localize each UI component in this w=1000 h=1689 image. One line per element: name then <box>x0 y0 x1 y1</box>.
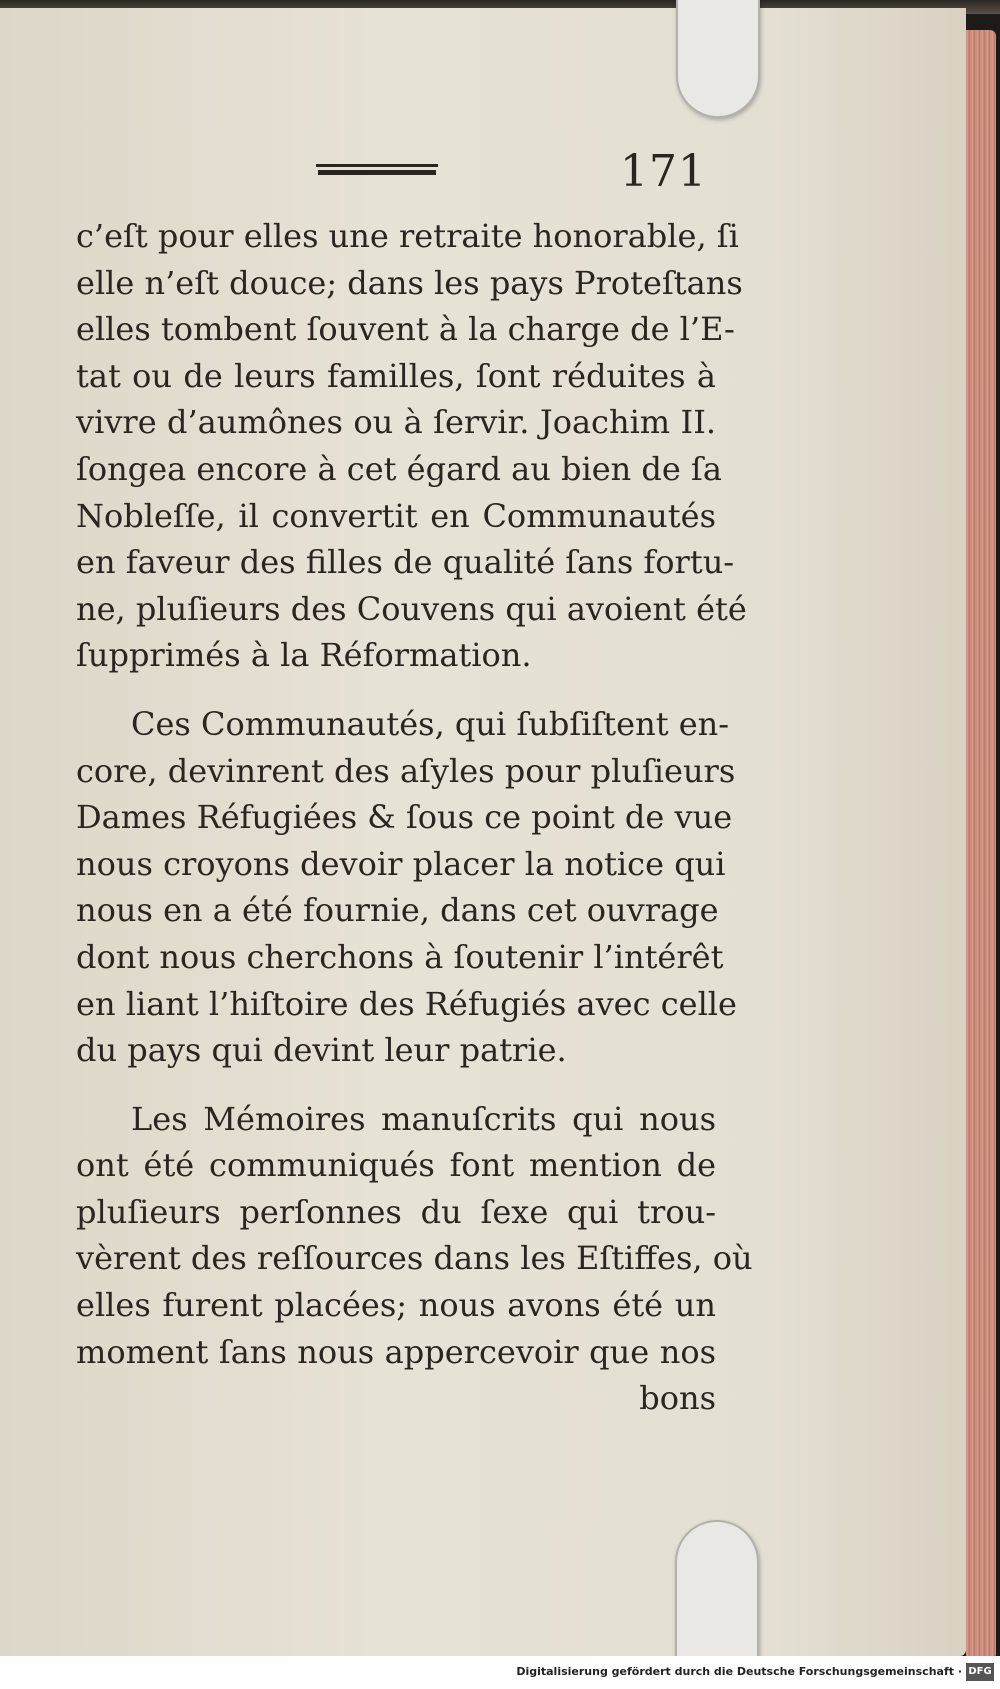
text-line: moment ſans nous appercevoir que nos <box>76 1332 716 1371</box>
text-line: dont nous cherchons à ſoutenir l’intérêt <box>76 937 724 976</box>
digitization-footer <box>0 1656 1000 1689</box>
text-line: vèrent des reſſources dans les Eſtiffes, où <box>76 1239 753 1278</box>
page-stack-edge <box>966 30 996 1660</box>
book-clip-top <box>676 0 760 118</box>
text-line: en faveur des filles de qualité ſans fortu- <box>76 543 735 582</box>
text-line: nous en a été fournie, dans cet ouvrage <box>76 891 719 930</box>
footer-credit: Digitalisierung gefördert durch die Deutsche Forschungsgemeinschaft · <box>516 1665 962 1678</box>
text-line: pluſieurs perſonnes du ſexe qui trou- <box>76 1192 716 1231</box>
text-line: vivre d’aumônes ou à ſervir. Joachim II. <box>76 403 716 442</box>
text-line: elle n’eſt douce; dans les pays Proteſtans <box>76 263 743 302</box>
text-line: du pays qui devint leur patrie. <box>76 1031 567 1070</box>
dfg-logo-icon: DFG <box>966 1663 994 1681</box>
text-line: ſongea encore à cet égard au bien de ſa <box>76 449 722 488</box>
text-line: elles tombent ſouvent à la charge de l’E- <box>76 310 735 349</box>
paragraph-1 <box>76 213 747 679</box>
text-line: en liant l’hiſtoire des Réfugiés avec celle <box>76 984 737 1023</box>
text-block <box>76 213 753 1422</box>
text-line: Dames Réfugiées & ſous ce point de vue <box>76 798 733 837</box>
paragraph-2 <box>76 701 737 1074</box>
text-line: elles furent placées; nous avons été un <box>76 1286 716 1325</box>
text-line: tat ou de leurs familles, ſont réduites à <box>76 356 716 395</box>
book-clip-bottom <box>675 1520 759 1674</box>
header-rule <box>316 164 438 176</box>
book-page <box>0 8 966 1656</box>
text-line: Ces Communautés, qui ſubſiſtent en- <box>131 704 730 743</box>
page-number: 171 <box>620 146 707 197</box>
text-line: ne, pluſieurs des Couvens qui avoient été <box>76 589 747 628</box>
paragraph-3 <box>76 1096 753 1422</box>
text-line: ont été communiqués font mention de <box>76 1146 716 1185</box>
text-line: c’eſt pour elles une retraite honorable, ſi <box>76 217 739 255</box>
text-line: Nobleſſe, il convertit en Communautés <box>76 496 716 535</box>
catchword: bons <box>639 1379 716 1418</box>
text-line: core, devinrent des aſyles pour pluſieurs <box>76 751 736 790</box>
text-line: ſupprimés à la Réformation. <box>76 636 532 675</box>
text-line: nous croyons devoir placer la notice qui <box>76 844 726 883</box>
text-line: Les Mémoires manuſcrits qui nous <box>131 1099 716 1138</box>
